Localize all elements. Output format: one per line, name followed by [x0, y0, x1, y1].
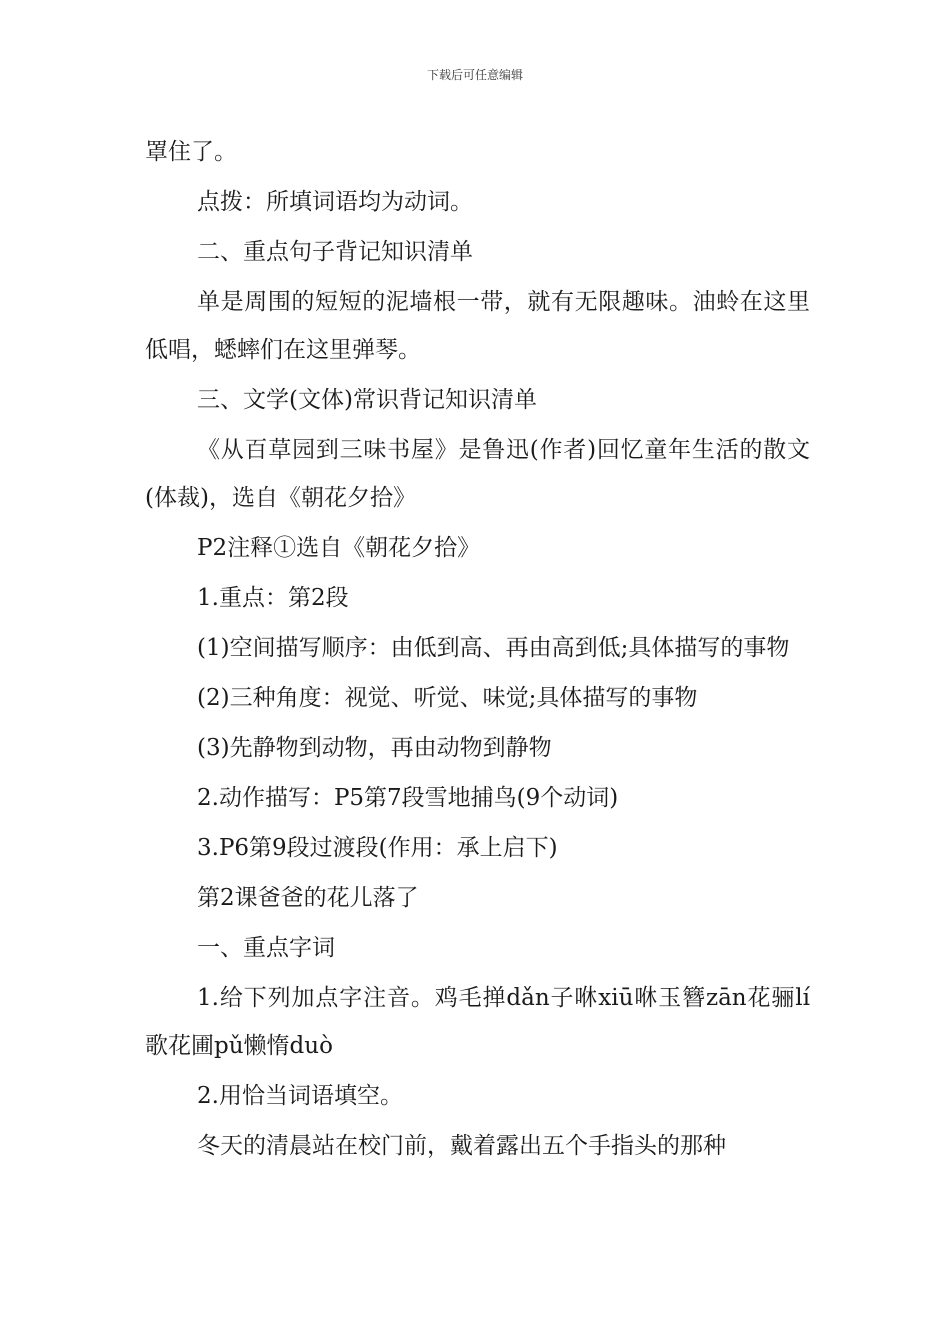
paragraph: 点拨：所填词语均为动词。 — [197, 189, 473, 215]
list-item: 1.给下列加点字注音。鸡毛掸dǎn子咻xiū咻玉簪zān花骊lí歌花圃pǔ懒惰duò — [145, 985, 810, 1059]
lesson-title: 第2课爸爸的花儿落了 — [197, 885, 419, 911]
list-item: 1.重点：第2段 — [197, 585, 349, 611]
list-item: (2)三种角度：视觉、听觉、味觉;具体描写的事物 — [197, 685, 698, 711]
list-item: (3)先静物到动物，再由动物到静物 — [197, 735, 552, 761]
list-item: 2.用恰当词语填空。 — [197, 1083, 403, 1109]
page-header: 下载后可任意编辑 — [426, 68, 523, 82]
list-item: 3.P6第9段过渡段(作用：承上启下) — [197, 835, 558, 861]
section-heading: 二、重点句子背记知识清单 — [197, 239, 473, 265]
paragraph: 单是周围的短短的泥墙根一带，就有无限趣味。油蛉在这里低唱，蟋蟀们在这里弹琴。 — [145, 289, 810, 363]
paragraph: P2注释①选自《朝花夕拾》 — [197, 535, 481, 561]
list-item: (1)空间描写顺序：由低到高、再由高到低;具体描写的事物 — [197, 635, 790, 661]
section-heading: 一、重点字词 — [197, 935, 335, 961]
paragraph: 《从百草园到三味书屋》是鲁迅(作者)回忆童年生活的散文(体裁)，选自《朝花夕拾》 — [145, 437, 810, 511]
document-body — [145, 128, 810, 1172]
section-heading: 三、文学(文体)常识背记知识清单 — [197, 387, 537, 413]
paragraph: 冬天的清晨站在校门前，戴着露出五个手指头的那种 — [197, 1133, 726, 1159]
paragraph: 罩住了。 — [145, 139, 237, 165]
list-item: 2.动作描写：P5第7段雪地捕鸟(9个动词) — [197, 785, 619, 811]
